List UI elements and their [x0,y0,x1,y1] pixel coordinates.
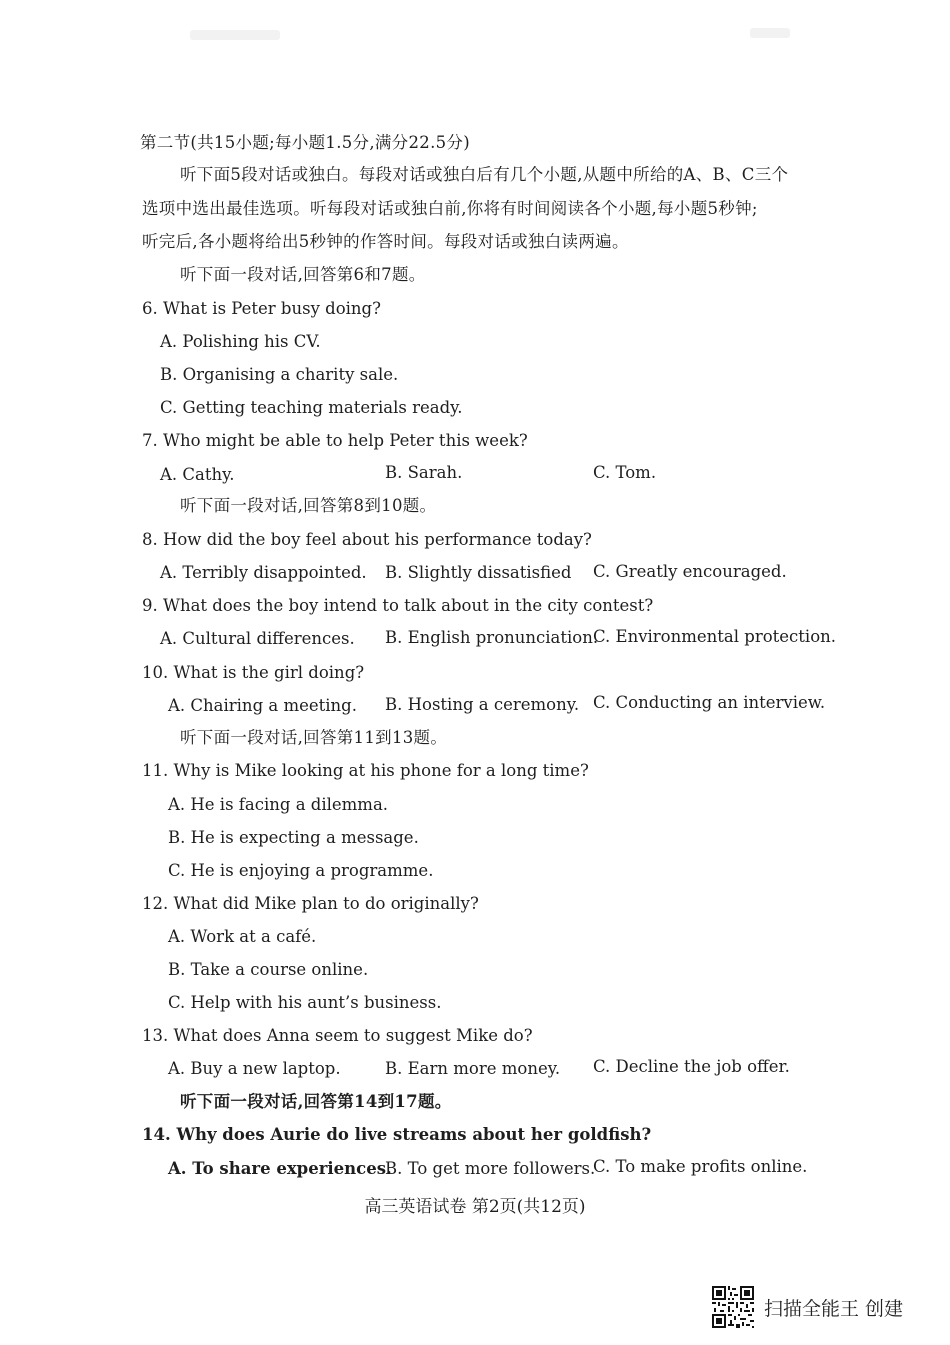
option-a: A. Buy a new laptop. [168,1059,341,1078]
question-stem: 10. What is the girl doing? [142,663,365,682]
instruction-line: 听完后,各小题将给出5秒钟的作答时间。每段对话或独白读两遍。 [142,232,629,251]
option-b: B. Earn more money. [385,1059,561,1078]
option-b: B. Organising a charity sale. [160,365,399,384]
question-stem: 11. Why is Mike looking at his phone for a long time? [142,761,589,780]
section-heading: 第二节(共15小题;每小题1.5分,满分22.5分) [140,133,470,152]
option-b: B. Take a course online. [168,960,369,979]
option-a: A. Chairing a meeting. [168,696,357,715]
option-b: B. Slightly dissatisfied [385,563,572,582]
instruction-line: 选项中选出最佳选项。听每段对话或独白前,你将有时间阅读各个小题,每小题5秒钟; [142,199,758,218]
option-c: C. Tom. [593,463,657,482]
group-instruction: 听下面一段对话,回答第14到17题。 [180,1092,452,1111]
option-a: A. Terribly disappointed. [160,563,367,582]
group-instruction: 听下面一段对话,回答第11到13题。 [180,728,448,747]
option-a: A. Polishing his CV. [160,332,321,351]
option-a: A. To share experiences. [168,1159,392,1178]
option-b: B. To get more followers. [385,1159,596,1178]
question-stem: 9. What does the boy intend to talk about in the city contest? [142,596,654,615]
option-a: A. Work at a café. [168,927,317,946]
option-a: A. He is facing a dilemma. [168,795,389,814]
question-stem: 13. What does Anna seem to suggest Mike do? [142,1026,533,1045]
option-b: B. Sarah. [385,463,463,482]
option-c: C. Environmental protection. [593,627,837,646]
page-footer: 高三英语试卷 第2页(共12页) [364,1197,586,1217]
option-c: C. He is enjoying a programme. [168,861,434,880]
option-c: C. Greatly encouraged. [593,562,787,581]
group-instruction: 听下面一段对话,回答第8到10题。 [180,496,437,515]
option-c: C. Conducting an interview. [593,693,826,712]
question-stem: 14. Why does Aurie do live streams about her goldfish? [142,1125,652,1144]
question-stem: 12. What did Mike plan to do originally? [142,894,479,913]
qr-code-icon [712,1286,754,1328]
option-b: B. English pronunciation. [385,628,599,647]
scan-smudge [750,28,790,38]
option-a: A. Cathy. [160,465,235,484]
option-b: B. He is expecting a message. [168,828,419,847]
option-c: C. Getting teaching materials ready. [160,398,463,417]
watermark-text: 扫描全能王 创建 [764,1297,904,1320]
question-stem: 8. How did the boy feel about his performance today? [142,530,592,549]
option-c: C. To make profits online. [593,1157,808,1176]
question-stem: 7. Who might be able to help Peter this week? [142,431,528,450]
option-c: C. Decline the job offer. [593,1057,790,1076]
option-a: A. Cultural differences. [160,629,355,648]
group-instruction: 听下面一段对话,回答第6和7题。 [180,265,426,284]
scanner-watermark [712,1286,903,1328]
instruction-line: 听下面5段对话或独白。每段对话或独白后有几个小题,从题中所给的A、B、C三个 [180,165,789,184]
scan-smudge [190,30,280,40]
option-b: B. Hosting a ceremony. [385,695,580,714]
question-stem: 6. What is Peter busy doing? [142,299,381,318]
option-c: C. Help with his aunt’s business. [168,993,442,1012]
